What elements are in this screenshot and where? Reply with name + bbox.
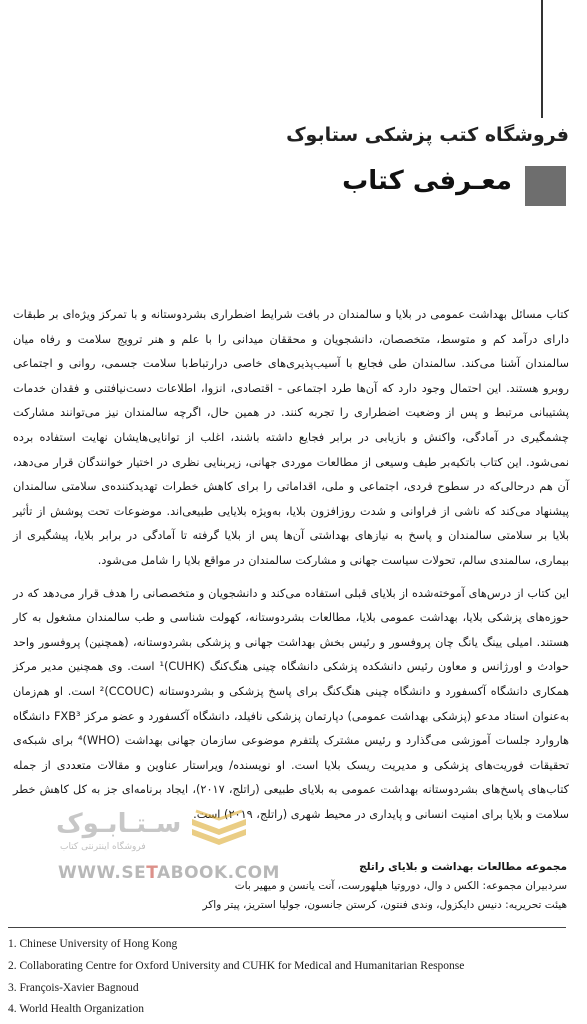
section-marker-box [525, 166, 566, 206]
store-title: فروشگاه کتب پزشکی ستابوک [286, 124, 569, 146]
footnote-item: 4. World Health Organization [8, 1003, 144, 1016]
board-line: هیئت تحریریه: دنیس دایکزول، وندی فنتون، کرستن جانسون، جولیا استریز، پیتر واکر [202, 899, 567, 911]
book-logo-icon [188, 805, 250, 855]
watermark-url-prefix: WWW.SE [58, 863, 147, 883]
section-title: معـرفی کتاب [342, 166, 512, 196]
book-description [13, 303, 569, 827]
watermark-brand: سـتـابـوک [56, 809, 182, 839]
watermark-url-suffix: ABOOK.COM [156, 863, 280, 883]
series-info [202, 858, 567, 915]
footnote-item: 3. François-Xavier Bagnoud [8, 981, 139, 994]
editors-line: سردبیران مجموعه: الکس د وال، دوروتیا هیلهورست، آنت یانسن و میهیر بات [234, 880, 567, 892]
footnote-item: 1. Chinese University of Hong Kong [8, 938, 178, 950]
header-vertical-rule [541, 0, 543, 118]
description-paragraph-1: کتاب مسائل بهداشت عمومی در بلایا و سالمندان در بافت شرایط اضطراری بشردوستانه و با تمرکز ویژه‌ای بر طبقات دارای درآمد کم و متوسط، متخصصان، دانشجویان و محققان میدانی را با علم و هنر ترویج سلامت و رفاه میان سالمندان آشنا می‌کند. سالمندان طی فجایع با آسیب‌پذیری‌های خاصی درارتباط‌با سلامت جسمی، روانی و اجتماعی روبرو هستند. این احتمال وجود دارد که آن‌ها طرد اجتماعی - اقتصادی، انزوا، اطلاعات دست‌نیافتنی و فقدان خدمات پشتیبانی مرتبط و پس از وضعیت اضطراری را تجربه کنند. در همین حال، اگرچه سالمندان نیز می‌توانند مشارکت چشمگیری در آمادگی، واکنش و بازیابی در برابر فجایع داشته باشند، اغلب از توانایی‌هایشان نهایت استفاده برده نمی‌شود. این کتاب باتکیه‌بر طیف وسیعی از مطالعات موردی جهانی، زیربنایی نظری در اختیار خوانندگان قرار می‌دهد، آن هم درحالی‌که در سطوح فردی، اجتماعی و ملی، اقداماتی را برای کاهش خطرات تهدیدکننده‌ی سلامتی سالمندان پیشنهاد می‌کند که ناشی از فراوانی و شدت روزافزون بلایا، به‌ویژه بلایایی طبیعی‌اند. موضوعات تحت پوشش از تأثیر بلایا بر سلامتی سالمندان و پاسخ به نیازهای بهداشتی آن‌ها پس از بلایا گرفته تا آمادگی در برابر بلایا، پیشگیری از بیماری، سالمندی سالم، تحولات سیاست جهانی و مشارکت سالمندان در مواقع بلایا را شامل می‌شود. [13, 308, 569, 567]
description-paragraph-2: این کتاب از درس‌های آموخته‌شده از بلایای قبلی استفاده می‌کند و دانشجویان و متخصصانی را هدف قرار می‌دهد که در حوزه‌های پزشکی بلایا، بهداشت عمومی بلایا، مطالعات بشردوستانه، کهولت شناسی و طب سالمندان مشغول به کار هستند. امیلی یینگ یانگ چان پروفسور و رئیس بخش بهداشت جهانی و پزشکی بشردوستانه، (همچنین) پروفسور واحد حوادث و اورژانس و معاون رئیس دانشکده پزشکی دانشگاه چینی هنگ‌کنگ (CUHK)¹ است. وی همچنین مدیر مرکز همکاری دانشگاه آکسفورد و دانشگاه چینی هنگ‌کنگ برای پاسخ پزشکی و بشردوستانه (CCOUC)² است. او هم‌زمان به‌عنوان استاد مدعو (پزشکی بهداشت عمومی) دپارتمان پزشکی نافیلد، دانشگاه آکسفورد و عضو مرکز FXB³ دانشگاه هاروارد جلسات آموزشی می‌گذارد و رئیس مشترک پلتفرم موضوعی سازمان جهانی بهداشت (WHO)⁴ برای شبکه‌ی تحقیقات فوریت‌های پزشکی و مدیریت ریسک بلایا است. او نویسنده/ ویراستار عناوین و مقالات متعددی از جمله کتاب‌های پاسخ‌های بشردوستانه بهداشت عمومی به بلایای طبیعی (راتلج، ۲۰۱۷)، ایجاد برنامه‌ای جز به کل کاهش خطر سلامت و بلایا برای امنیت انسانی و پایداری در محیط شهری (راتلج، ۲۰۱۹) است. [13, 586, 570, 821]
watermark-subtitle: فروشگاه اینترنتی کتاب [60, 842, 146, 852]
footnotes [8, 934, 568, 1021]
footnote-divider [8, 927, 566, 928]
watermark-url-red: T [146, 863, 157, 883]
footnote-item: 2. Collaborating Centre for Oxford University and CUHK for Medical and Humanitarian Response [8, 959, 465, 972]
series-line: مجموعه مطالعات بهداشت و بلایای راتلج [359, 861, 567, 873]
